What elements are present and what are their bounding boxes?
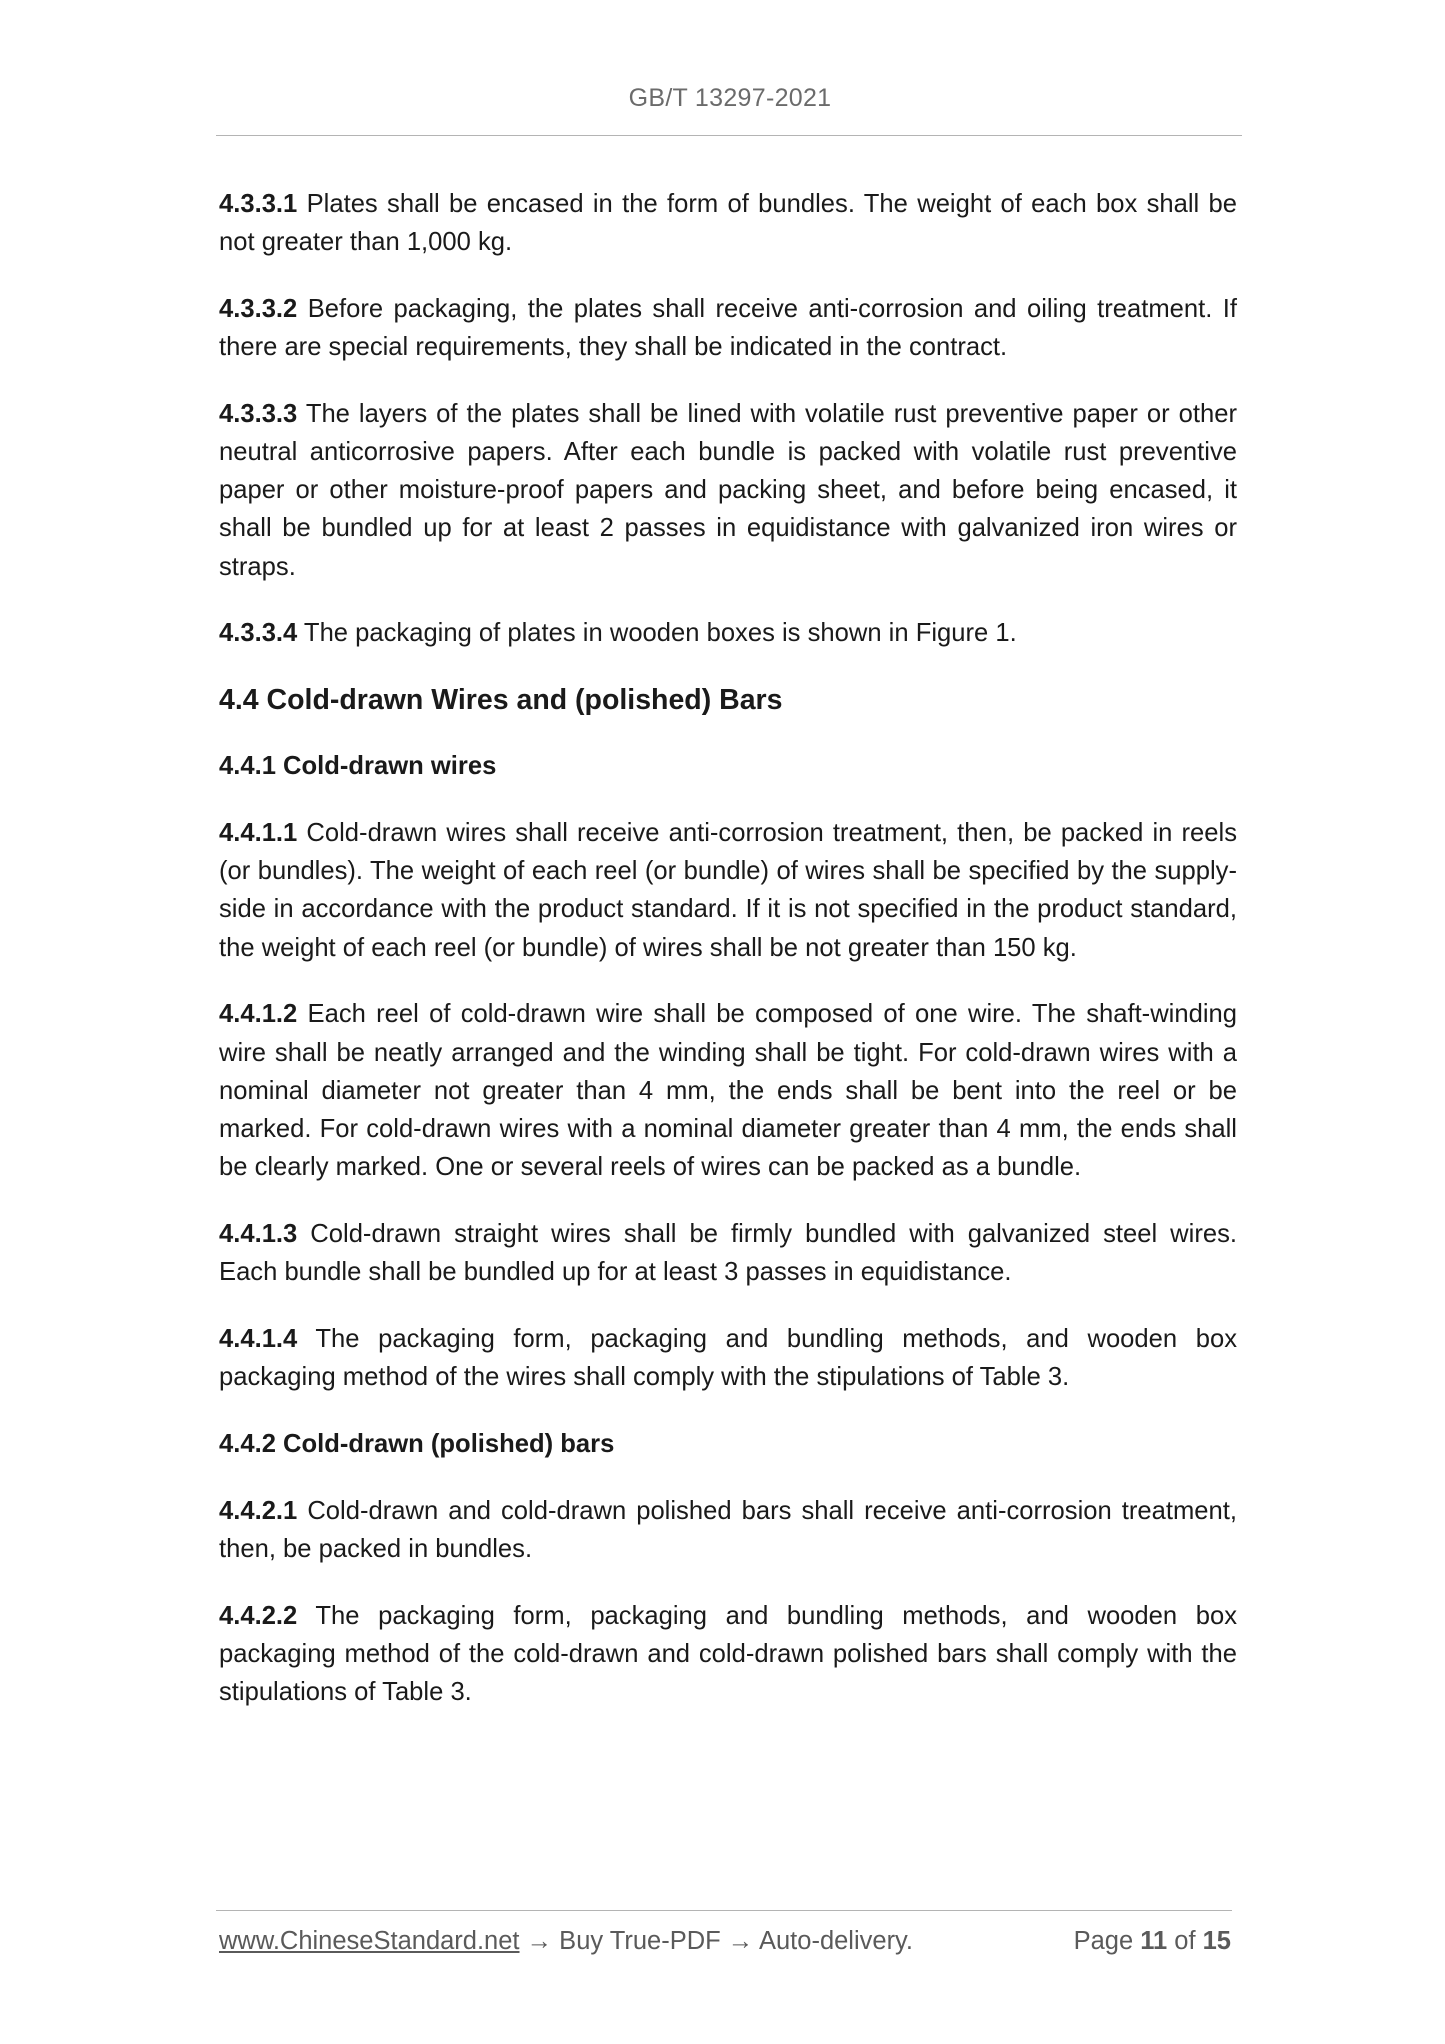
- running-header: GB/T 13297-2021: [628, 84, 832, 112]
- subsection-heading-4-4-2: 4.4.2 Cold-drawn (polished) bars: [219, 1429, 615, 1458]
- clause-text: Cold-drawn straight wires shall be firmly bundled with galvanized steel wires. Each bundle shall be bundled up for at least 3 passes in equidistance.: [219, 1219, 1237, 1287]
- clause-4-4-2-1: [219, 1492, 1237, 1568]
- page-indicator: [1074, 1927, 1231, 1956]
- footer-promo: [219, 1927, 913, 1956]
- footer-promo-text: → Buy True-PDF → Auto-delivery.: [519, 1927, 913, 1955]
- clause-text: Cold-drawn wires shall receive anti-corrosion treatment, then, be packed in reels (or bundles). The weight of each reel (or bundle) of wires shall be specified by the supply-side in accordance with the product standard. If it is not specified in the product standard, the weight of each reel (or bundle) of wires shall be not greater than 150 kg.: [219, 819, 1237, 962]
- clause-4-3-3-1: [219, 185, 1237, 261]
- clause-4-4-2-2: [219, 1597, 1237, 1712]
- header-divider: [216, 135, 1242, 136]
- clause-4-3-3-4: [219, 614, 1237, 652]
- total-page-count: 15: [1202, 1927, 1231, 1955]
- subsection-heading-4-4-1: 4.4.1 Cold-drawn wires: [219, 752, 497, 781]
- clause-4-3-3-2: [219, 290, 1237, 366]
- clause-text: The packaging form, packaging and bundling methods, and wooden box packaging method of the cold-drawn and cold-drawn polished bars shall comply with the stipulations of Table 3.: [219, 1601, 1237, 1706]
- page-label: Page: [1073, 1927, 1141, 1955]
- website-link[interactable]: www.ChineseStandard.net: [219, 1927, 520, 1955]
- clause-number: 4.3.3.1: [219, 190, 298, 218]
- clause-text: Cold-drawn and cold-drawn polished bars shall receive anti-corrosion treatment, then, be packed in bundles.: [219, 1496, 1237, 1563]
- clause-number: 4.3.3.3: [219, 399, 298, 428]
- clause-text: Plates shall be encased in the form of bundles. The weight of each box shall be not greater than 1,000 kg.: [219, 190, 1237, 257]
- clause-text: The packaging of plates in wooden boxes is shown in Figure 1.: [297, 619, 1017, 648]
- section-heading-4-4: 4.4 Cold-drawn Wires and (polished) Bars: [219, 684, 783, 717]
- clause-4-4-1-3: [219, 1215, 1237, 1291]
- clause-number: 4.4.1.3: [219, 1219, 298, 1248]
- current-page-number: 11: [1140, 1927, 1168, 1955]
- clause-number: 4.4.1.4: [219, 1324, 298, 1353]
- clause-number: 4.4.1.1: [219, 819, 298, 848]
- clause-4-4-1-2: [219, 995, 1237, 1186]
- clause-text: Before packaging, the plates shall receive anti-corrosion and oiling treatment. If there are special requirements, they shall be indicated in the contract.: [219, 294, 1237, 362]
- clause-4-4-1-4: [219, 1320, 1237, 1396]
- clause-number: 4.4.2.1: [219, 1496, 298, 1525]
- clause-number: 4.3.3.2: [219, 294, 298, 323]
- page-of-label: of: [1167, 1927, 1203, 1955]
- clause-4-4-1-1: [219, 814, 1237, 967]
- footer-divider: [216, 1910, 1232, 1911]
- document-body: [219, 185, 1237, 1740]
- clause-number: 4.3.3.4: [219, 619, 298, 648]
- clause-text: The packaging form, packaging and bundling methods, and wooden box packaging method of the wires shall comply with the stipulations of Table 3.: [219, 1324, 1237, 1391]
- clause-text: The layers of the plates shall be lined with volatile rust preventive paper or other neutral anticorrosive papers. After each bundle is packed with volatile rust preventive paper or other moisture-proof papers and packing sheet, and before being encased, it shall be bundled up for at least 2 passes in equidistance with galvanized iron wires or straps.: [219, 399, 1237, 581]
- clause-text: Each reel of cold-drawn wire shall be composed of one wire. The shaft-winding wire shall be neatly arranged and the winding shall be tight. For cold-drawn wires with a nominal diameter not greater than 4 mm, the ends shall be bent into the reel or be marked. For cold-drawn wires with a nominal diameter greater than 4 mm, the ends shall be clearly marked. One or several reels of wires can be packed as a bundle.: [219, 1000, 1237, 1182]
- clause-number: 4.4.2.2: [219, 1601, 298, 1630]
- clause-number: 4.4.1.2: [219, 1000, 298, 1029]
- clause-4-3-3-3: [219, 395, 1237, 586]
